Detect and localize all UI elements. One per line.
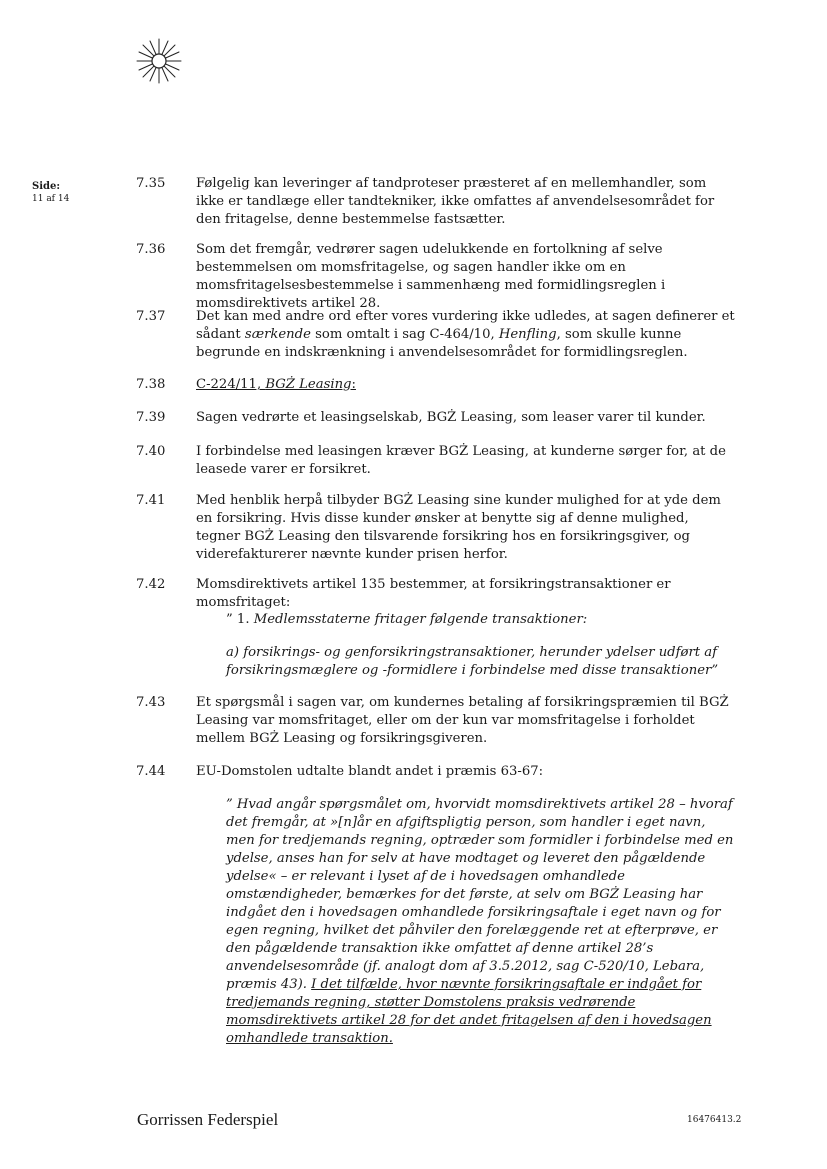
paragraph-number: 7.43 (136, 695, 166, 710)
page-count: 11 af 14 (32, 194, 70, 204)
paragraph-text: Et spørgsmål i sagen var, om kundernes betaling af forsikringspræmien til BGŻ Leasing var momsfritaget, eller om der kun var momsfritagelse i forholdet mellem BGŻ Leasing og forsikringsgiveren. (196, 695, 729, 746)
paragraph-text: Følgelig kan leveringer af tandproteser præsteret af en mellemhandler, som ikke er tandlæge eller tandtekniker, ikke omfattes af anvendelsesområdet for den fritagelse, denne bestemmelse fastsætter. (196, 176, 715, 227)
firm-name: Gorrissen Federspiel (137, 1110, 279, 1129)
section-heading: C-224/11, BGŻ Leasing: (196, 377, 356, 392)
paragraph-number: 7.41 (136, 493, 166, 508)
paragraph-number: 7.39 (136, 410, 166, 425)
page-indicator (32, 180, 69, 206)
court-quote: ” Hvad angår spørgsmålet om, hvorvidt momsdirektivets artikel 28 – hvoraf det fremgår, at »[n]år en afgiftspligtig person, som handler i eget navn, men for tredjemands regning, optræder som formidler i forbindelse med en ydelse, anses han for selv at have modtaget og leveret den pågældende ydelse« – er relevant i lyset af de i hovedsagen omhandlede omstændigheder, bemærkes for det første, at selv om BGŻ Leasing har indgået den i hovedsagen omhandlede forsikringsaftale i eget navn og for egen regning, hvilket det påhviler den forelæggende ret at efterprøve, er den pågældende transaktion ikke omfattet af denne artikel 28’s anvendelsesområde (jf. analogt dom af 3.5.2012, sag C-520/10, Lebara, præmis 43). I det tilfælde, hvor nævnte forsikringsaftale er indgået for tredjemands regning, støtter Domstolens praksis vedrørende momsdirektivets artikel 28 for det andet fritagelsen af den i hovedsagen omhandlede transaktion. (226, 797, 734, 1046)
document-number: 16476413.2 (687, 1115, 742, 1125)
paragraph-number: 7.44 (136, 764, 166, 779)
paragraph-number: 7.37 (136, 309, 166, 324)
paragraph-text: Med henblik herpå tilbyder BGŻ Leasing sine kunder mulighed for at yde dem en forsikring. Hvis disse kunder ønsker at benytte sig af denne mulighed, tegner BGŻ Leasing den tilsvarende forsikring hos en forsikringsgiver, og viderefakturerer nævnte kunder prisen herfor. (196, 493, 721, 562)
paragraph-number: 7.42 (136, 577, 166, 592)
paragraph-number: 7.35 (136, 176, 166, 191)
paragraph-text: Det kan med andre ord efter vores vurdering ikke udledes, at sagen definerer et sådant særkende som omtalt i sag C-464/10, Henfling, som skulle kunne begrunde en indskrænkning i anvendelsesområdet for formidlingsreglen. (196, 309, 735, 360)
logo-icon (133, 37, 185, 85)
paragraph-number: 7.38 (136, 377, 166, 392)
paragraph-number: 7.40 (136, 444, 166, 459)
quote-line: a) forsikrings- og genforsikringstransaktioner, herunder ydelser udført af forsikringsmæglere og -formidlere i forbindelse med disse transaktioner” (226, 645, 719, 678)
quote-line: ” 1. Medlemsstaterne fritager følgende transaktioner: (226, 612, 588, 627)
underlined-passage: I det tilfælde, hvor nævnte forsikringsaftale er indgået for tredjemands regning, støtter Domstolens praksis vedrørende momsdirektivets artikel 28 for det andet fritagelsen af den i hovedsagen omhandlede transaktion. (226, 977, 712, 1046)
page-label: Side: (32, 181, 61, 192)
paragraph-number: 7.36 (136, 242, 166, 257)
paragraph-text: EU-Domstolen udtalte blandt andet i præmis 63-67: (196, 764, 544, 779)
paragraph-text: Som det fremgår, vedrører sagen udelukkende en fortolkning af selve bestemmelsen om momsfritagelse, og sagen handler ikke om en momsfritagelsesbestemmelse i sammenhæng med formidlingsreglen i momsdirektivets artikel 28. (196, 242, 666, 311)
paragraph-text: Momsdirektivets artikel 135 bestemmer, at forsikringstransaktioner er momsfritaget: (196, 577, 671, 610)
paragraph-text: I forbindelse med leasingen kræver BGŻ Leasing, at kunderne sørger for, at de leasede varer er forsikret. (196, 444, 726, 477)
paragraph-text: Sagen vedrørte et leasingselskab, BGŻ Leasing, som leaser varer til kunder. (196, 410, 706, 425)
